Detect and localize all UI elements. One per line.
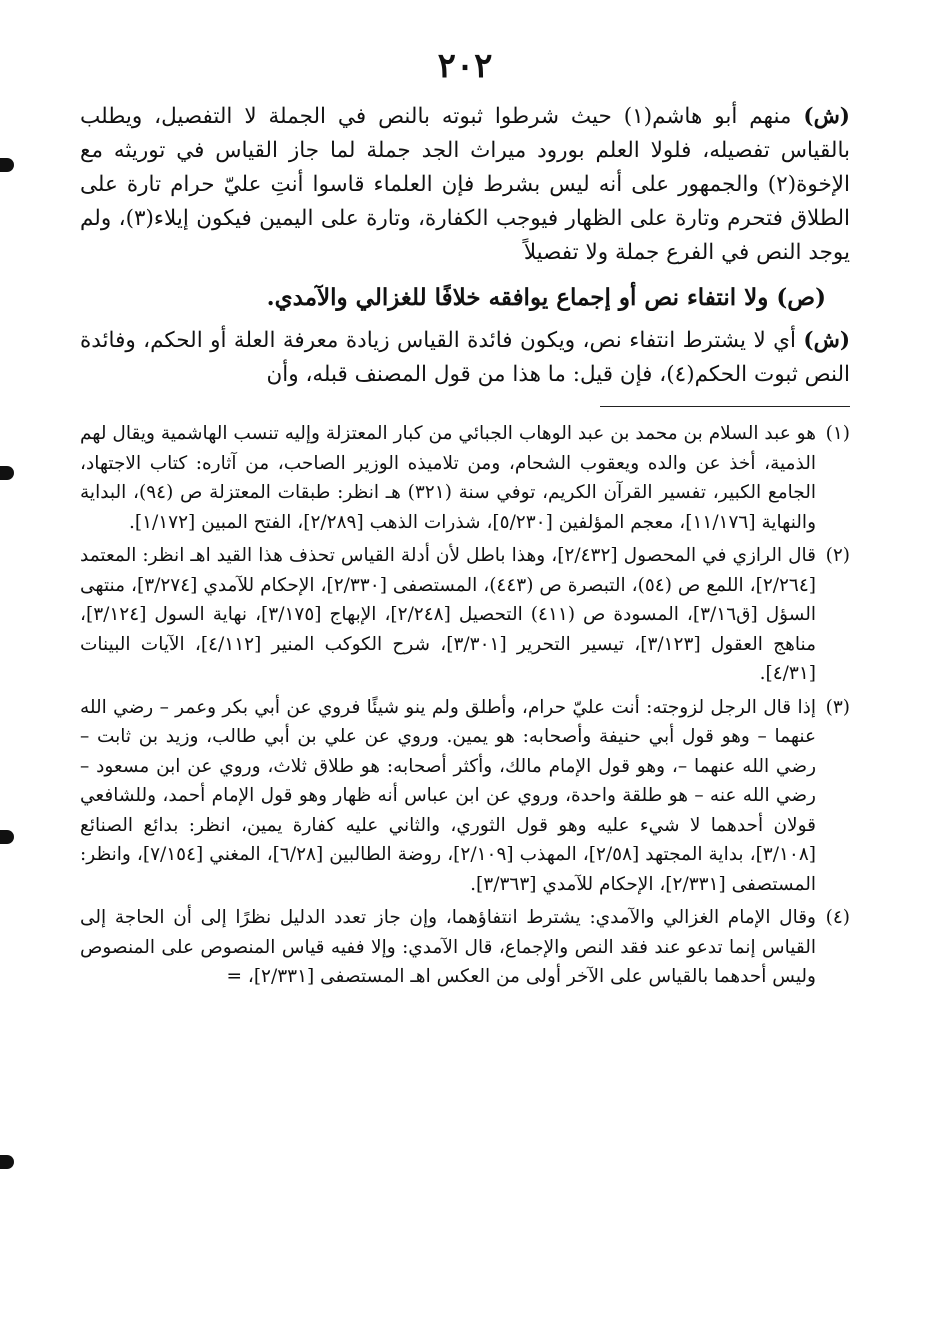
margin-mark xyxy=(0,158,14,172)
page xyxy=(80,40,850,996)
paragraph-text: أي لا يشترط انتفاء نص، ويكون فائدة القياس زيادة معرفة العلة أو الحكم، وفائدة النص ثبوت الحكم(٤)، فإن قيل: ما هذا من قول المصنف قبله، وأن xyxy=(80,328,850,387)
footnote-number: (٤) xyxy=(825,907,850,928)
section-marker: (ش) xyxy=(803,328,850,353)
footnote xyxy=(80,419,850,537)
footnote-divider xyxy=(600,406,850,407)
footnote-text: هو عبد السلام بن محمد بن عبد الوهاب الجبائي من كبار المعتزلة وإليه تنسب الهاشمية ويقال لهم الذمية، أخذ عن والده ويعقوب الشحام، ومن تلاميذه الوزير الصاحب، من آثاره: كتاب الاجتهاد، الجامع الكبير، تفسير القرآن الكريم، توفي سنة (٣٢١) هـ انظر: طبقات المعتزلة ص (٩٤)، البداية والنهاية [١١/١٧٦]، معجم المؤلفين [٥/٢٣٠]، شذرات الذهب [٢/٢٨٩]، الفتح المبين [١/١٧٢]. xyxy=(80,423,816,533)
footnote-text: إذا قال الرجل لزوجته: أنت عليّ حرام، وأطلق ولم ينو شيئًا فروي عن أبي بكر وعمر – رضي الله عنهما – وهو قول أبي حنيفة وأصحابه: هو يمين. وروي عن علي بن أبي طالب، وزيد بن ثابت – رضي الله عنهما –، وهو قول الإمام مالك، وأكثر أصحابه: هو طلاق ثلاث، وروي عن ابن مسعود – رضي الله عنه – هو طلقة واحدة، وروي عن ابن عباس أنه ظهار وهو قول الإمام أحمد، وللشافعي قولان أحدهما لا شيء عليه وهو قول الثوري، والثاني عليه كفارة يمين، انظر: بدائع الصنائع [٣/١٠٨]، بداية المجتهد [٢/٥٨]، المهذب [٢/١٠٩]، روضة الطالبين [٦/٢٨]، المغني [٧/١٥٤]، وانظر: المستصفى [٢/٣٣١]، الإحكام للآمدي [٣/٣٦٣]. xyxy=(80,696,816,895)
section-marker: (ش) xyxy=(803,104,850,129)
section-marker: (ص) xyxy=(776,284,826,311)
footnote-text: وقال الإمام الغزالي والآمدي: يشترط انتفاؤهما، وإن جاز تعدد الدليل نظرًا إلى أن الحاجة إلى القياس إنما تدعو عند فقد النص والإجماع، قال الآمدي: وإلا ففيه قياس المنصوص على المنصوص وليس أحدهما بالقياس على الآخر أولى من العكس اهـ المستصفى [٢/٣٣١]، = xyxy=(80,907,816,987)
footnote xyxy=(80,693,850,900)
footnote xyxy=(80,541,850,689)
footnote-number: (١) xyxy=(825,423,850,444)
commentary-paragraph xyxy=(80,100,850,270)
matn-text: ولا انتفاء نص أو إجماع يوافقه خلافًا للغزالي والآمدي. xyxy=(266,284,769,311)
commentary-paragraph xyxy=(80,324,850,392)
footnotes xyxy=(80,419,850,992)
footnote-number: (٢) xyxy=(825,545,850,566)
footnote-text: قال الرازي في المحصول [٢/٤٣٢]، وهذا باطل لأن أدلة القياس تحذف هذا القيد اهـ انظر: المعتمد [٢/٢٦٤]، اللمع ص (٥٤)، التبصرة ص (٤٤٣)، المستصفى [٢/٣٣٠]، الإحكام للآمدي [٣/٢٧٤]، منتهى السؤل [ق٣/١٦]، المسودة ص (٤١١) التحصيل [٢/٢٤٨]، الإبهاج [٣/١٧٥]، نهاية السول [٣/١٢٤]، مناهج العقول [٣/١٢٣]، تيسير التحرير [٣/٣٠١]، شرح الكوكب المنير [٤/١١٢]، الآيات البينات [٤/٣١]. xyxy=(80,545,817,684)
footnote-number: (٣) xyxy=(825,696,850,718)
footnote xyxy=(80,903,850,992)
page-number: ٢٠٢ xyxy=(437,46,493,86)
margin-mark xyxy=(0,1155,14,1169)
paragraph-text: منهم أبو هاشم(١) حيث شرطوا ثبوته بالنص في الجملة لا التفصيل، ويطلب بالقياس تفصيله، فلولا العلم بورود ميراث الجد جملة لما جاز القياس في توريثه مع الإخوة(٢) والجمهور على أنه ليس بشرط فإن العلماء قاسوا أنتِ عليّ حرام تارة على الطلاق فتحرم وتارة على الظهار فيوجب الكفارة، وتارة على اليمين فيكون إيلاء(٣)، ولم يوجد النص في الفرع جملة ولا تفصيلاً xyxy=(80,104,850,265)
matn-line xyxy=(80,276,850,320)
margin-mark xyxy=(0,466,14,480)
margin-mark xyxy=(0,830,14,844)
